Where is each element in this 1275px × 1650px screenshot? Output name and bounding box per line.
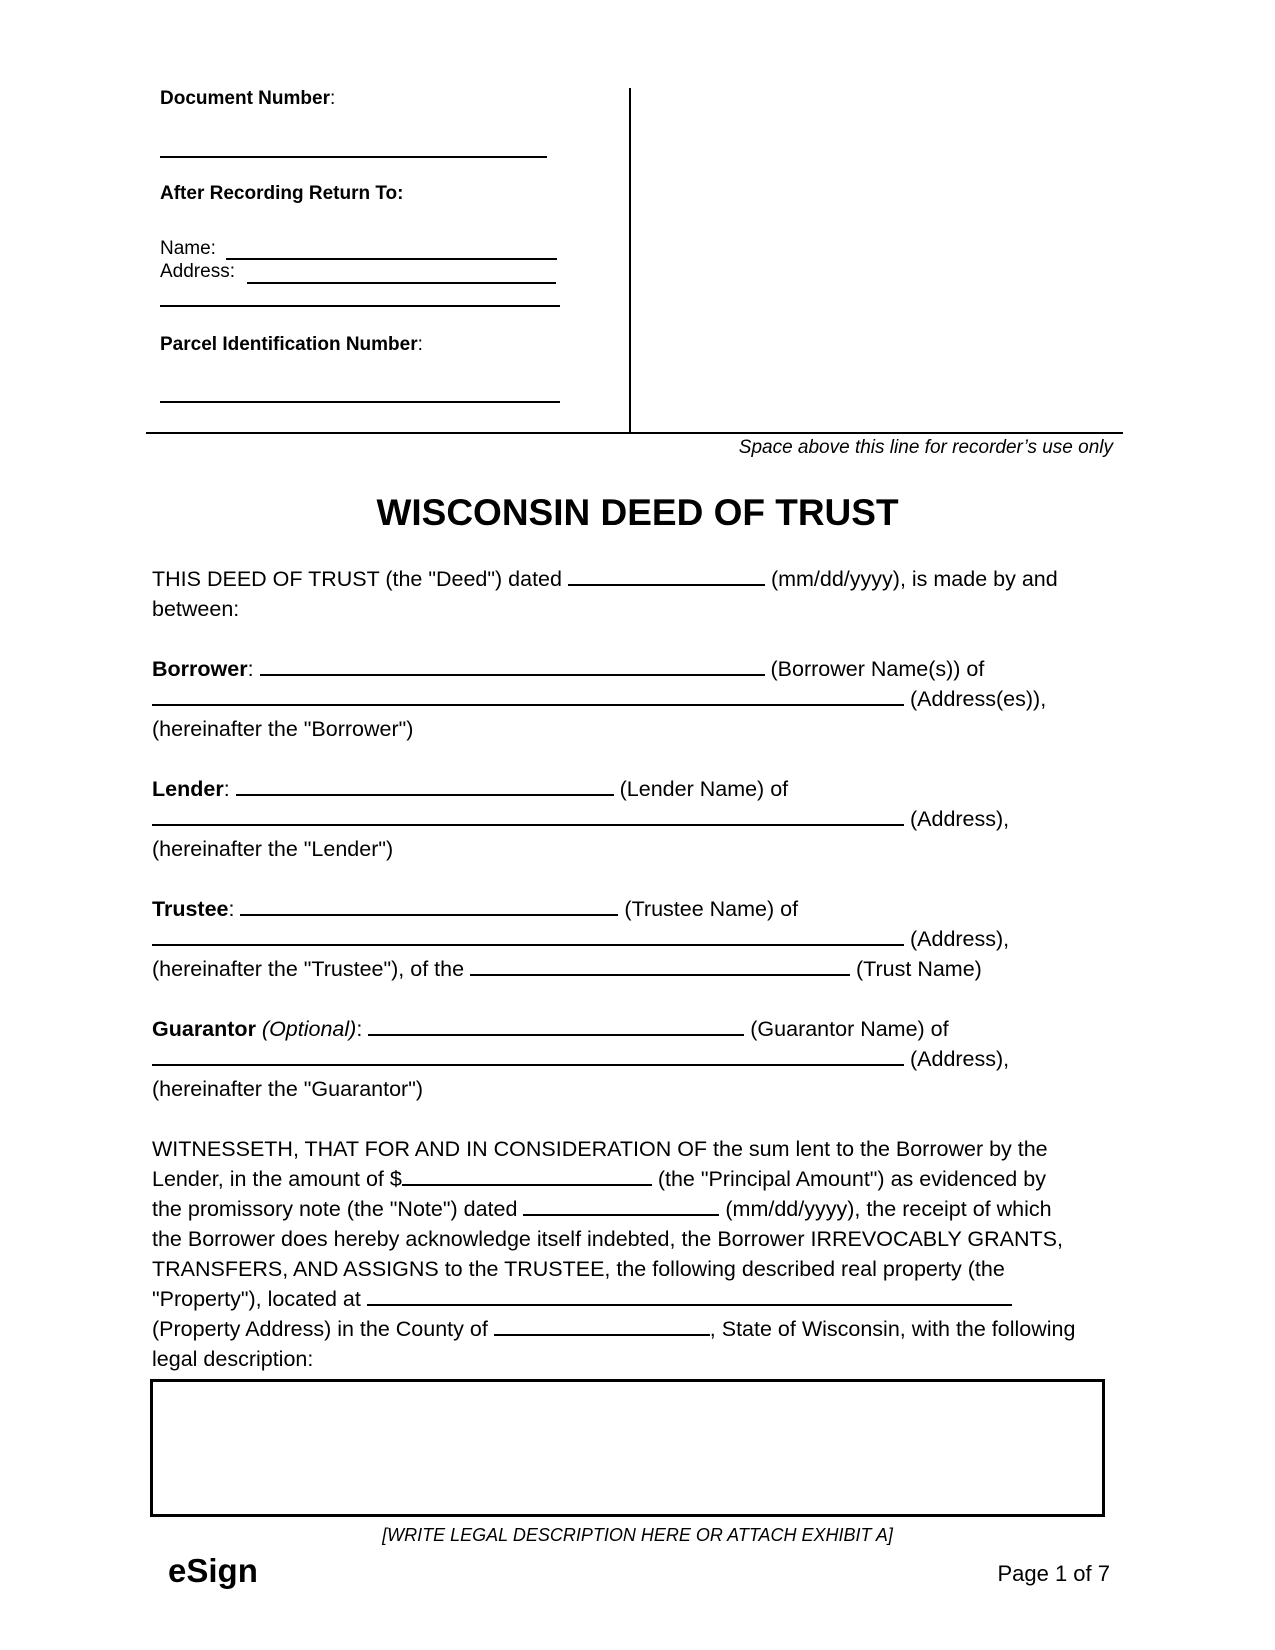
address-field[interactable] — [247, 282, 556, 284]
after-recording-label: After Recording Return To: — [160, 183, 404, 204]
address-field-line-2[interactable] — [160, 305, 560, 307]
recorder-use-note: Space above this line for recorder’s use only — [738, 437, 1113, 458]
document-number-field[interactable] — [160, 156, 547, 158]
borrower-name-field[interactable] — [260, 654, 765, 676]
name-label: Name: — [160, 238, 216, 259]
principal-amount-field[interactable] — [402, 1164, 652, 1186]
witness-line-8: legal description: — [152, 1347, 314, 1371]
page-number: Page 1 of 7 — [997, 1561, 1110, 1586]
witness-line-4: the Borrower does hereby acknowledge itself indebted, the Borrower IRREVOCABLY GRANTS, — [152, 1227, 1063, 1251]
witness-line-7: (Property Address) in the County of , State of Wisconsin, with the following — [152, 1314, 1142, 1344]
legal-description-box[interactable] — [150, 1379, 1105, 1517]
intro-line-2: between: — [152, 597, 240, 621]
witness-line-2: Lender, in the amount of $ (the "Principal Amount") as evidenced by — [152, 1164, 1142, 1194]
guarantor-address-field[interactable] — [152, 1044, 904, 1066]
guarantor-line: Guarantor (Optional): (Guarantor Name) of — [152, 1014, 1142, 1044]
witness-line-1: WITNESSETH, THAT FOR AND IN CONSIDERATION OF the sum lent to the Borrower by the — [152, 1137, 1048, 1161]
witness-line-5: TRANSFERS, AND ASSIGNS to the TRUSTEE, the following described real property (the — [152, 1257, 1005, 1281]
borrower-address-line: (Address(es)), — [152, 684, 1142, 714]
lender-hereinafter: (hereinafter the "Lender") — [152, 837, 394, 861]
guarantor-name-field[interactable] — [368, 1014, 744, 1036]
borrower-address-field[interactable] — [152, 684, 904, 706]
note-date-field[interactable] — [523, 1194, 719, 1216]
trustee-address-field[interactable] — [152, 924, 904, 946]
trustee-hereinafter-line: (hereinafter the "Trustee"), of the (Trust Name) — [152, 954, 1142, 984]
document-number-label: Document Number: — [160, 88, 336, 109]
witness-line-6: "Property"), located at — [152, 1284, 1142, 1314]
trust-name-field[interactable] — [470, 954, 850, 976]
lender-line: Lender: (Lender Name) of — [152, 774, 1142, 804]
recorder-divider-horizontal — [146, 432, 1123, 434]
parcel-id-field[interactable] — [160, 401, 560, 403]
trustee-address-line: (Address), — [152, 924, 1142, 954]
guarantor-hereinafter: (hereinafter the "Guarantor") — [152, 1077, 424, 1101]
trustee-name-field[interactable] — [240, 894, 618, 916]
guarantor-address-line: (Address), — [152, 1044, 1142, 1074]
borrower-hereinafter: (hereinafter the "Borrower") — [152, 717, 414, 741]
intro-line-1: THIS DEED OF TRUST (the "Deed") dated (mm/dd/yyyy), is made by and — [152, 564, 1142, 594]
document-title: WISCONSIN DEED OF TRUST — [376, 492, 899, 533]
witness-line-3: the promissory note (the "Note") dated (mm/dd/yyyy), the receipt of which — [152, 1194, 1142, 1224]
lender-address-field[interactable] — [152, 804, 904, 826]
recorder-divider-vertical — [629, 88, 631, 432]
county-field[interactable] — [494, 1314, 710, 1336]
esign-logo: eSign — [168, 1552, 258, 1589]
borrower-line: Borrower: (Borrower Name(s)) of — [152, 654, 1142, 684]
deed-date-field[interactable] — [568, 564, 765, 586]
parcel-id-label: Parcel Identification Number: — [160, 334, 423, 355]
legal-description-caption: [WRITE LEGAL DESCRIPTION HERE OR ATTACH EXHIBIT A] — [382, 1525, 893, 1545]
lender-address-line: (Address), — [152, 804, 1142, 834]
address-label: Address: — [160, 261, 235, 282]
property-address-field[interactable] — [367, 1284, 1012, 1306]
lender-name-field[interactable] — [236, 774, 614, 796]
trustee-line: Trustee: (Trustee Name) of — [152, 894, 1142, 924]
name-field[interactable] — [226, 258, 557, 260]
